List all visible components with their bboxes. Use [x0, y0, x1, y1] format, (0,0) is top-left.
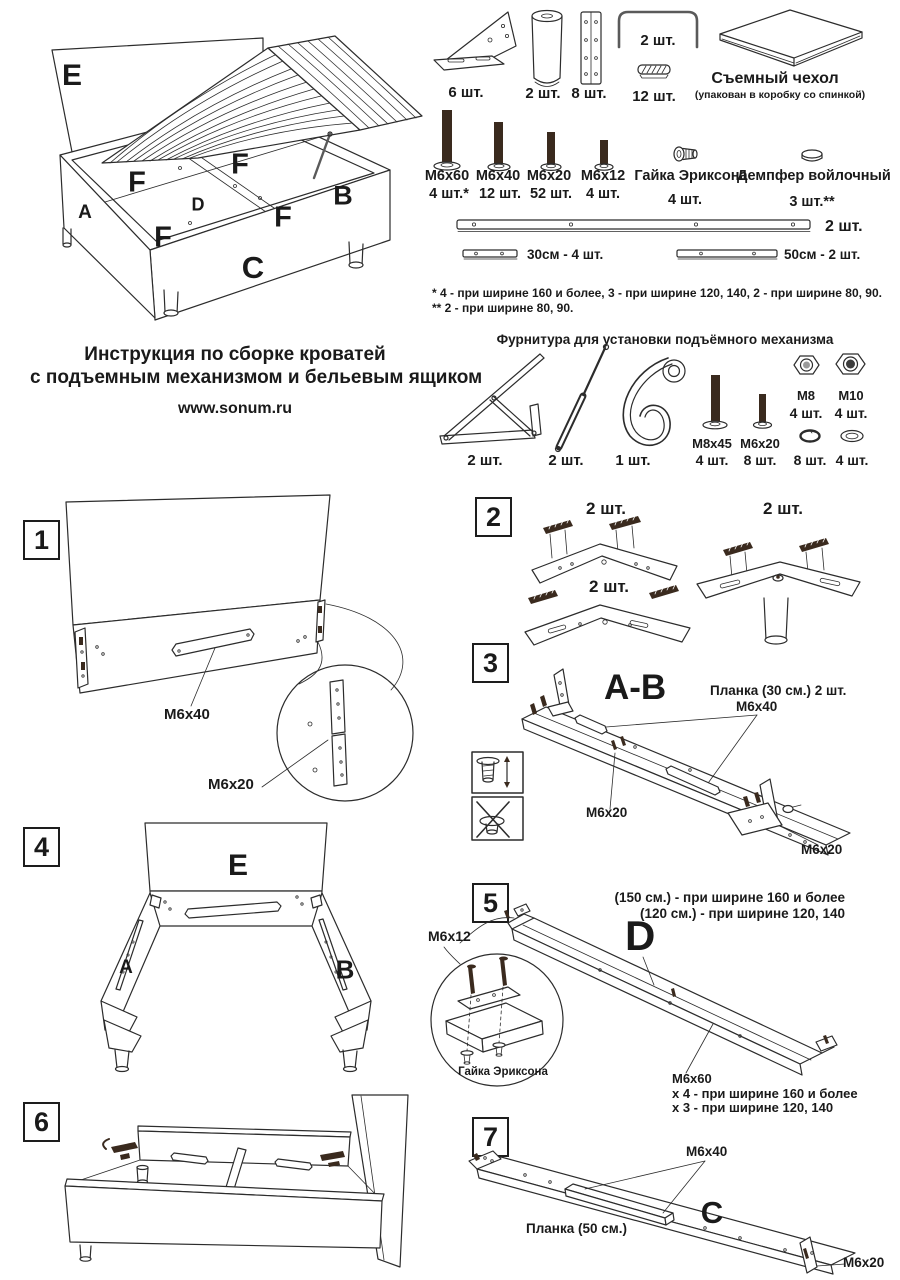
overview-label-c: C [241, 250, 265, 285]
screw-m6x60-icon [433, 108, 461, 174]
step4-label-a: A [119, 957, 133, 978]
lift-bolt1-qty: 4 шт. [695, 452, 729, 468]
gas-strut-icon [545, 342, 615, 460]
step1-m6x40-label: M6x40 [164, 706, 210, 723]
step3-plank-label: Планка (30 см.) 2 шт. [710, 683, 847, 698]
strap-icon [610, 350, 695, 448]
damper-icon [800, 148, 824, 164]
step7-plank-label: Планка (50 см.) [526, 1221, 627, 1236]
step5-note2: (120 см.) - при ширине 120, 140 [639, 906, 845, 921]
nut-name: Гайка Эриксона [634, 168, 748, 184]
step3-m6x20-right-label: M6x20 [801, 842, 843, 857]
step4-label-e: E [227, 849, 249, 882]
step3-title: A-B [604, 668, 667, 707]
screw2-qty: 12 шт. [478, 186, 522, 202]
lift-nut2-name: М10 [838, 388, 864, 403]
lift-mechanism-icon [438, 346, 556, 451]
step7-m6x20-label: M6x20 [843, 1255, 885, 1270]
pad-icon [636, 62, 672, 82]
footnote-2: ** 2 - при ширине 80, 90. [432, 301, 574, 315]
step1-number: 1 [23, 520, 60, 560]
strip-30-icon [462, 249, 520, 261]
bolt-m6x20-icon [753, 392, 773, 434]
overview-label-f4: F [274, 201, 292, 234]
step5-number: 5 [472, 883, 509, 923]
lift-washer2-qty: 4 шт. [835, 452, 869, 468]
step2-qty-right: 2 шт. [763, 499, 803, 518]
lift-washer1-qty: 8 шт. [793, 452, 827, 468]
step2-qty-left: 2 шт. [586, 499, 626, 518]
damper-name: Демпфер войлочный [737, 168, 891, 184]
strip-long-icon [456, 218, 816, 234]
step5-label-d: D [625, 912, 656, 959]
step5-m6x12-label: M6x12 [428, 928, 471, 944]
screw3-qty: 52 шт. [529, 186, 573, 202]
step2-qty-bottom: 2 шт. [589, 577, 629, 596]
overview-label-d: D [191, 194, 205, 215]
website: www.sonum.ru [177, 400, 293, 417]
overview-label-e: E [61, 59, 83, 92]
washer-spring-icon [798, 428, 822, 444]
overview-label-f3: F [154, 221, 172, 254]
screw4-qty: 4 шт. [585, 186, 621, 202]
erikson-nut-icon [673, 146, 701, 163]
lift-bolt1-name: M8x45 [692, 436, 732, 451]
screw2-name: M6x40 [475, 168, 521, 184]
bolt-m8x45-icon [701, 373, 729, 433]
step5-note1: (150 см.) - при ширине 160 и более [614, 890, 845, 905]
nut-qty: 4 шт. [667, 192, 703, 208]
damper-qty: 3 шт.** [789, 194, 835, 210]
step3-m6x40-label: M6x40 [736, 699, 778, 714]
strip-long-qty: 2 шт. [825, 218, 863, 235]
step6-number: 6 [23, 1102, 60, 1142]
lift-bolt2-name: M6x20 [740, 436, 780, 451]
pad-qty: 12 шт. [632, 88, 676, 105]
screw1-qty: 4 шт.* [429, 186, 469, 202]
step5-nut-label: Гайка Эриксона [458, 1066, 548, 1078]
step7-drawing [455, 1125, 900, 1280]
handle-qty: 2 шт. [640, 32, 676, 49]
strip-50-icon [676, 249, 780, 261]
leg-icon [527, 8, 567, 93]
lift-strap-qty: 1 шт. [615, 452, 651, 469]
step7-number: 7 [472, 1117, 509, 1157]
step4-label-b: B [335, 954, 355, 985]
plate-icon [577, 10, 605, 88]
lift-strut-qty: 2 шт. [548, 452, 584, 469]
footnote-1: * 4 - при ширине 160 и более, 3 - при ширине 120, 140, 2 - при ширине 80, 90. [432, 286, 882, 300]
lift-nut1-name: М8 [796, 388, 816, 403]
cover-icon [712, 8, 867, 70]
step7-label-c: C [700, 1195, 724, 1230]
lift-mechanism-qty: 2 шт. [467, 452, 503, 469]
step2-drawing [470, 492, 900, 662]
strip-50-label: 50см - 2 шт. [784, 247, 861, 262]
step6-drawing [25, 1095, 445, 1280]
overview-label-f2: F [231, 148, 249, 181]
leg-qty: 2 шт. [525, 85, 561, 102]
screw3-name: M6x20 [526, 168, 572, 184]
lift-nut1-qty: 4 шт. [789, 405, 823, 421]
nut-m10-icon [836, 352, 866, 378]
plate-qty: 8 шт. [571, 85, 607, 102]
title-line1: Инструкция по сборке кроватей [84, 344, 386, 365]
overview-label-a: A [78, 202, 92, 223]
screw4-name: M6x12 [580, 168, 626, 184]
overview-label-f1: F [128, 166, 146, 199]
lift-header: Фурнитура для установки подъёмного механизма [496, 332, 834, 347]
lift-nut2-qty: 4 шт. [834, 405, 868, 421]
overview-bed-drawing [30, 8, 430, 338]
strip-30-label: 30см - 4 шт. [527, 247, 604, 262]
step2-number: 2 [475, 497, 512, 537]
screw-m6x40-icon [486, 120, 512, 174]
step1-m6x20-label: M6x20 [208, 776, 254, 793]
step3-m6x20-left-label: M6x20 [586, 805, 628, 820]
step5-m6x60-note2: х 3 - при ширине 120, 140 [672, 1100, 834, 1115]
nut-m8-icon [794, 354, 820, 378]
title-line2: с подъемным механизмом и бельевым ящиком [30, 367, 483, 388]
washer-flat-icon [839, 429, 865, 443]
screw1-name: M6x60 [424, 168, 470, 184]
step5-m6x60-note1: х 4 - при ширине 160 и более [672, 1086, 858, 1101]
lift-bolt2-qty: 8 шт. [743, 452, 777, 468]
cover-name: Съемный чехол [711, 70, 839, 87]
overview-label-b: B [333, 180, 353, 211]
step5-m6x60-label: M6x60 [672, 1071, 712, 1086]
step7-m6x40-label: M6x40 [686, 1144, 728, 1159]
step4-number: 4 [23, 827, 60, 867]
cover-note: (упакован в коробку со спинкой) [694, 89, 866, 101]
step3-number: 3 [472, 643, 509, 683]
corner-bracket-icon [432, 8, 532, 78]
corner-bracket-qty: 6 шт. [448, 84, 484, 101]
